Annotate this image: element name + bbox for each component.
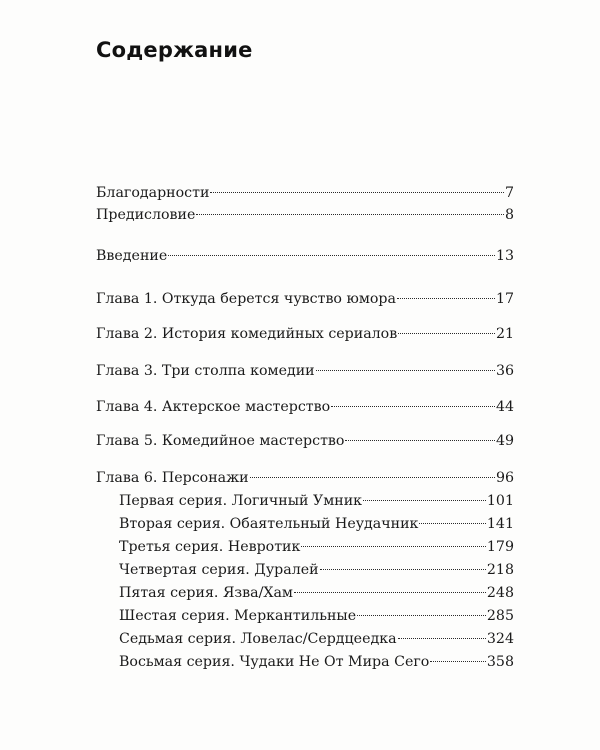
toc-entry-page: 21	[495, 326, 514, 342]
toc-entry-title: Третья серия. Невротик	[119, 539, 301, 555]
toc-entry-page: 218	[486, 562, 514, 578]
toc-entry-page: 8	[504, 207, 514, 223]
toc-entry-chapter-5	[96, 432, 514, 450]
toc-entry-page: 49	[495, 433, 514, 449]
toc-entry-series-2	[119, 515, 514, 533]
toc-entry-title: Седьмая серия. Ловелас/Сердцеедка	[119, 631, 397, 647]
toc-entry-series-1	[119, 492, 514, 510]
toc-entry-page: 358	[486, 654, 514, 670]
toc-entry-title: Введение	[96, 248, 168, 264]
toc-entry-page: 7	[504, 185, 514, 201]
toc-entry-introduction	[96, 247, 514, 265]
toc-entry-page: 324	[486, 631, 514, 647]
page-title: Содержание	[96, 38, 253, 62]
toc-entry-title: Глава 6. Персонажи	[96, 470, 249, 486]
toc-entry-page: 36	[495, 363, 514, 379]
toc-entry-page: 285	[486, 608, 514, 624]
toc-leader-dots	[210, 192, 504, 193]
toc-entry-title: Шестая серия. Меркантильные	[119, 608, 357, 624]
toc-leader-dots	[430, 661, 486, 662]
toc-entry-chapter-6	[96, 469, 514, 487]
toc-leader-dots	[320, 569, 486, 570]
toc-leader-dots	[250, 477, 495, 478]
toc-entry-title: Первая серия. Логичный Умник	[119, 493, 363, 509]
toc-entry-chapter-2	[96, 325, 514, 343]
toc-entry-page: 44	[495, 399, 514, 415]
toc-leader-dots	[363, 500, 486, 501]
toc-entry-title: Глава 2. История комедийных сериалов	[96, 326, 398, 342]
toc-entry-title: Благодарности	[96, 185, 210, 201]
toc-entry-title: Вторая серия. Обаятельный Неудачник	[119, 516, 419, 532]
toc-leader-dots	[294, 592, 486, 593]
toc-entry-chapter-1	[96, 290, 514, 308]
toc-entry-title: Пятая серия. Язва/Хам	[119, 585, 293, 601]
toc-leader-dots	[331, 406, 495, 407]
toc-leader-dots	[419, 523, 485, 524]
toc-entry-title: Глава 1. Откуда берется чувство юмора	[96, 291, 396, 307]
toc-entry-chapter-3	[96, 362, 514, 380]
toc-entry-page: 248	[486, 585, 514, 601]
toc-entry-series-3	[119, 538, 514, 556]
toc-entry-series-4	[119, 561, 514, 579]
toc-entry-chapter-4	[96, 398, 514, 416]
toc-leader-dots	[196, 214, 504, 215]
toc-leader-dots	[301, 546, 486, 547]
toc-leader-dots	[168, 255, 495, 256]
toc-entry-acknowledgements	[96, 184, 514, 202]
toc-entry-page: 179	[486, 539, 514, 555]
toc-leader-dots	[398, 638, 486, 639]
toc-entry-series-5	[119, 584, 514, 602]
toc-leader-dots	[398, 333, 495, 334]
toc-entry-page: 17	[495, 291, 514, 307]
toc-entry-page: 13	[495, 248, 514, 264]
toc-entry-page: 141	[486, 516, 514, 532]
toc-entry-series-8	[119, 653, 514, 671]
toc-leader-dots	[316, 370, 495, 371]
toc-entry-preface	[96, 206, 514, 224]
toc-entry-title: Предисловие	[96, 207, 196, 223]
toc-entry-page: 96	[495, 470, 514, 486]
toc-entry-title: Глава 3. Три столпа комедии	[96, 363, 315, 379]
toc-entry-title: Глава 5. Комедийное мастерство	[96, 433, 345, 449]
toc-entry-title: Четвертая серия. Дуралей	[119, 562, 319, 578]
toc-entry-series-6	[119, 607, 514, 625]
toc-leader-dots	[397, 298, 495, 299]
toc-leader-dots	[357, 615, 486, 616]
toc-entry-title: Глава 4. Актерское мастерство	[96, 399, 331, 415]
toc-entry-title: Восьмая серия. Чудаки Не От Мира Сего	[119, 654, 430, 670]
toc-entry-series-7	[119, 630, 514, 648]
toc-leader-dots	[345, 440, 494, 441]
toc-entry-page: 101	[486, 493, 514, 509]
